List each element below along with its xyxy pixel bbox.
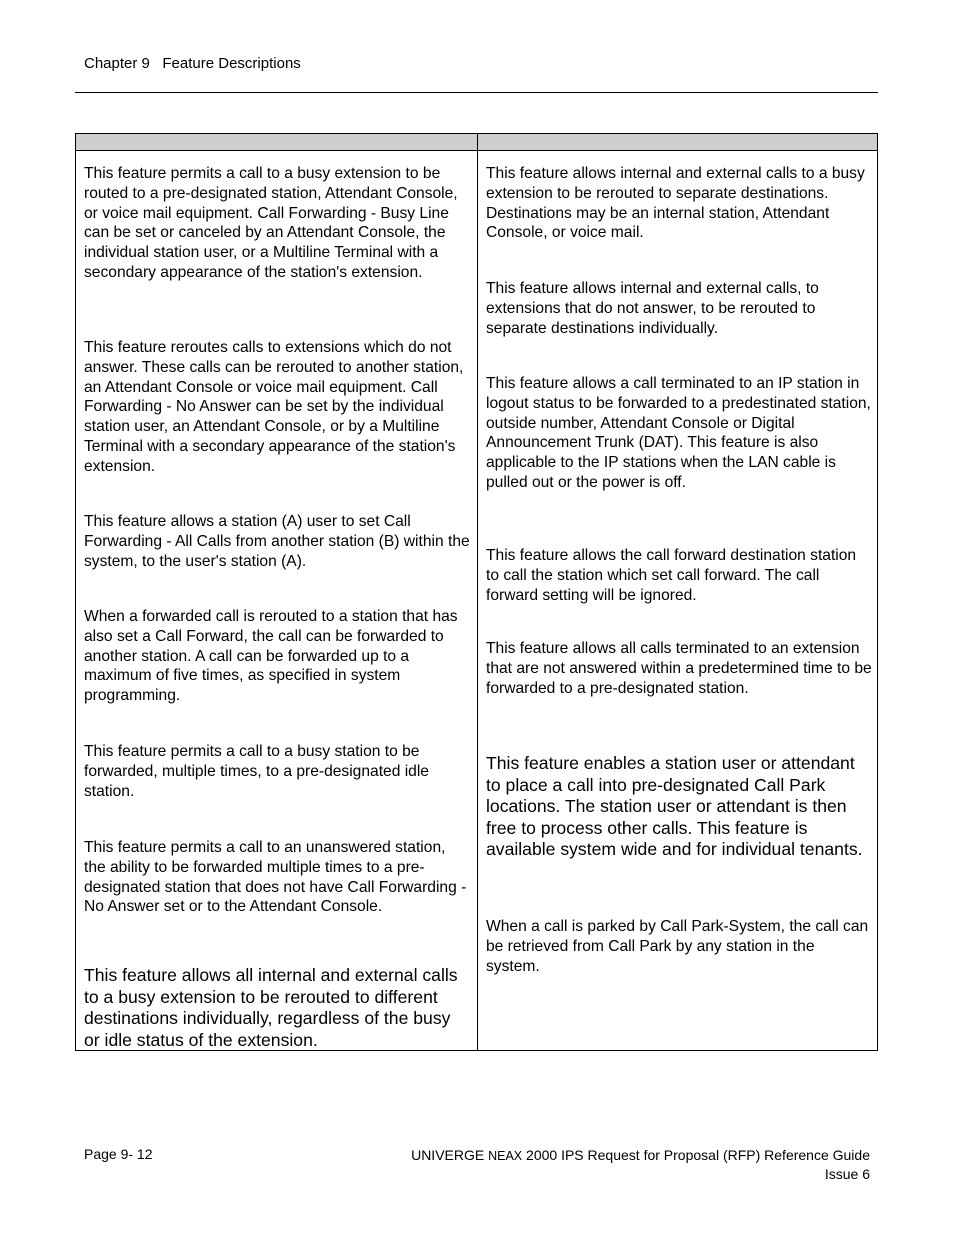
left-cell-4: When a forwarded call is rerouted to a station that has also set a Call Forward, the call can be forwarded to another station. A call can be forwarded up to a maximum of five times, as specified in system programming. [84,608,458,705]
left-cell-6: This feature permits a call to an unanswered station, the ability to be forwarded multiple times to a pre-designated station that does not have Call Forwarding - No Answer set or to the Attendant Console. [84,839,467,916]
feature-table [75,133,878,1051]
column-divider [477,134,478,1050]
document-title: UNIVERGE NEAX 2000 IPS Request for Proposal (RFP) Reference Guide [411,1147,870,1163]
left-cell-2: This feature reroutes calls to extensions which do not answer. These calls can be rerouted to another station, an Attendant Console or voice mail equipment. Call Forwarding - No Answer can be set by the individual station user, an Attendant Console, or by a Multiline Terminal with a secondary appearance of the station's extension. [84,339,464,475]
page-header [84,55,301,72]
document-footer [411,1146,870,1183]
chapter-label: Chapter 9 [84,55,150,72]
right-cell-5: This feature allows all calls terminated to an extension that are not answered within a predetermined time to be forwarded to a pre-designated station. [486,640,872,697]
right-cell-6: This feature enables a station user or attendant to place a call into pre-designated Call Park locations. The station user or attendant is then free to process other calls. This feature is available system wide and for individual tenants. [486,753,863,860]
right-cell-2: This feature allows internal and external calls, to extensions that do not answer, to be rerouted to separate destinations individually. [486,280,819,337]
header-divider [75,92,878,93]
issue-label: Issue 6 [824,1166,870,1182]
left-cell-3: This feature allows a station (A) user to set Call Forwarding - All Calls from another station (B) within the system, to the user's station (A). [84,513,470,570]
right-cell-4: This feature allows the call forward destination station to call the station which set call forward. The call forward setting will be ignored. [486,547,857,604]
right-cell-7: When a call is parked by Call Park-System, the call can be retrieved from Call Park by any station in the system. [486,918,869,975]
right-cell-1: This feature allows internal and external calls to a busy extension to be rerouted to separate destinations. Destinations may be an internal station, Attendant Console, or voice mail. [486,165,865,242]
left-cell-7: This feature allows all internal and external calls to a busy extension to be rerouted to different destinations individually, regardless of the busy or idle status of the extension. [84,965,458,1050]
right-cell-3: This feature allows a call terminated to an IP station in logout status to be forwarded to a predestinated station, outside number, Attendant Console or Digital Announcement Trunk (DAT). This feature is also applicable to the IP stations when the LAN cable is pulled out or the power is off. [486,375,871,491]
left-cell-5: This feature permits a call to a busy station to be forwarded, multiple times, to a pre-designated idle station. [84,743,429,800]
section-title: Feature Descriptions [162,55,301,72]
page-number: Page 9- 12 [84,1146,153,1162]
left-cell-1: This feature permits a call to a busy extension to be routed to a pre-designated station, Attendant Console, or voice mail equipment. Call Forwarding - Busy Line can be set or canceled by an Attendant Console, the individual station user, or a Multiline Terminal with a secondary appearance of the station's extension. [84,165,458,281]
